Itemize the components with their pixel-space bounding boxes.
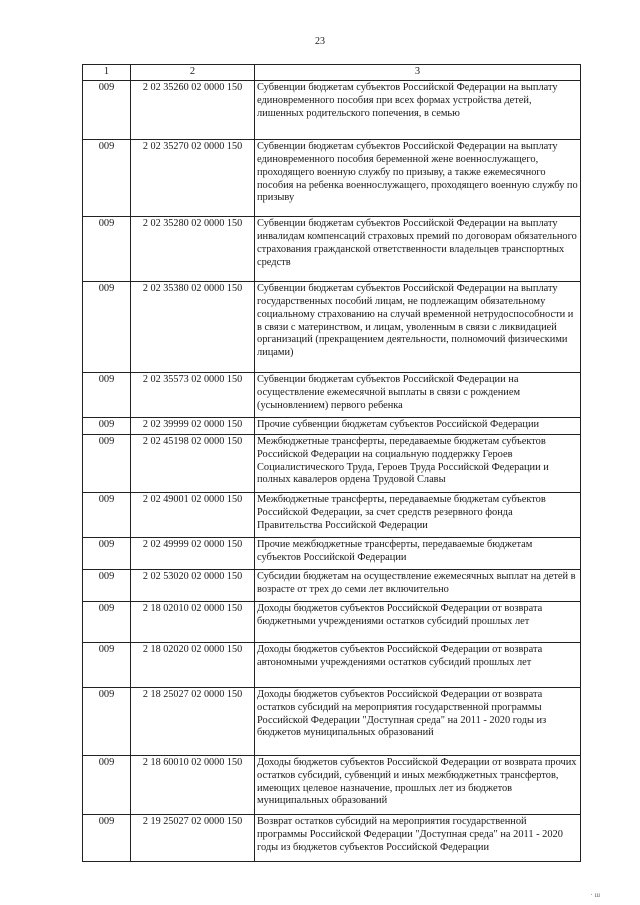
header-col-1: 1 [83, 65, 131, 81]
description-cell: Прочие субвенции бюджетам субъектов Российской Федерации [255, 417, 581, 434]
table-row [83, 434, 581, 492]
admin-code-cell: 009 [83, 642, 131, 687]
table-row [83, 601, 581, 642]
admin-code-cell: 009 [83, 755, 131, 814]
description-cell: Доходы бюджетов субъектов Российской Федерации от возврата остатков субсидий на мероприятия государственной программы Российской Федерации "Доступная среда" на 2011 - 2020 годы из бюджетов муниципальных образований [255, 687, 581, 755]
description-cell: Субвенции бюджетам субъектов Российской Федерации на выплату единовременного пособия беременной жене военнослужащего, проходящего военную службу по призыву, а также ежемесячного пособия на ребенка военнослужащего, проходящего военную службу по призыву [255, 139, 581, 216]
description-cell: Межбюджетные трансферты, передаваемые бюджетам субъектов Российской Федерации, за счет средств резервного фонда Правительства Российской Федерации [255, 492, 581, 537]
admin-code-cell: 009 [83, 80, 131, 139]
admin-code-cell: 009 [83, 569, 131, 601]
page-number: 23 [315, 36, 325, 47]
table-row [83, 281, 581, 372]
description-cell: Возврат остатков субсидий на мероприятия государственной программы Российской Федерации "Доступная среда" на 2011 - 2020 годы из бюджетов субъектов Российской Федерации [255, 814, 581, 861]
budget-code-cell: 2 18 25027 02 0000 150 [131, 687, 255, 755]
table-row [83, 569, 581, 601]
description-cell: Субвенции бюджетам субъектов Российской Федерации на выплату инвалидам компенсаций страховых премий по договорам обязательного страхования гражданской ответственности владельцев транспортных средств [255, 216, 581, 281]
description-cell: Субвенции бюджетам субъектов Российской Федерации на выплату единовременного пособия при всех формах устройства детей, лишенных родительского попечения, в семью [255, 80, 581, 139]
table-row [83, 492, 581, 537]
table-row [83, 755, 581, 814]
table-row [83, 537, 581, 569]
budget-code-cell: 2 02 49001 02 0000 150 [131, 492, 255, 537]
budget-code-cell: 2 02 35573 02 0000 150 [131, 372, 255, 417]
admin-code-cell: 009 [83, 601, 131, 642]
table-row [83, 216, 581, 281]
description-cell: Прочие межбюджетные трансферты, передаваемые бюджетам субъектов Российской Федерации [255, 537, 581, 569]
admin-code-cell: 009 [83, 492, 131, 537]
table-header-row [83, 65, 581, 81]
header-col-3: 3 [255, 65, 581, 81]
budget-code-cell: 2 19 25027 02 0000 150 [131, 814, 255, 861]
admin-code-cell: 009 [83, 687, 131, 755]
admin-code-cell: 009 [83, 216, 131, 281]
budget-code-cell: 2 02 49999 02 0000 150 [131, 537, 255, 569]
budget-code-cell: 2 02 53020 02 0000 150 [131, 569, 255, 601]
description-cell: Доходы бюджетов субъектов Российской Федерации от возврата автономными учреждениями остатков субсидий прошлых лет [255, 642, 581, 687]
table-row [83, 687, 581, 755]
table-row [83, 642, 581, 687]
budget-code-cell: 2 02 35380 02 0000 150 [131, 281, 255, 372]
admin-code-cell: 009 [83, 434, 131, 492]
description-cell: Субвенции бюджетам субъектов Российской Федерации на выплату государственных пособий лицам, не подлежащим обязательному социальному страхованию на случай временной нетрудоспособности и в связи с материнством, и лицам, уволенным в связи с ликвидацией организаций (прекращением деятельности, полномочий физическими лицами) [255, 281, 581, 372]
revenue-codes-table [82, 64, 581, 862]
admin-code-cell: 009 [83, 281, 131, 372]
header-col-2: 2 [131, 65, 255, 81]
description-cell: Субсидии бюджетам на осуществление ежемесячных выплат на детей в возрасте от трех до семи лет включительно [255, 569, 581, 601]
admin-code-cell: 009 [83, 139, 131, 216]
description-cell: Межбюджетные трансферты, передаваемые бюджетам субъектов Российской Федерации на социальную поддержку Героев Социалистического Труда, Героев Труда Российской Федерации и полных кавалеров ордена Трудовой Славы [255, 434, 581, 492]
budget-code-cell: 2 18 02010 02 0000 150 [131, 601, 255, 642]
admin-code-cell: 009 [83, 372, 131, 417]
budget-code-cell: 2 18 60010 02 0000 150 [131, 755, 255, 814]
description-cell: Доходы бюджетов субъектов Российской Федерации от возврата прочих остатков субсидий, субвенций и иных межбюджетных трансфертов, имеющих целевое назначение, прошлых лет из бюджетов муниципальных образований [255, 755, 581, 814]
admin-code-cell: 009 [83, 417, 131, 434]
budget-code-cell: 2 02 35260 02 0000 150 [131, 80, 255, 139]
budget-code-cell: 2 02 45198 02 0000 150 [131, 434, 255, 492]
admin-code-cell: 009 [83, 537, 131, 569]
budget-code-cell: 2 02 35270 02 0000 150 [131, 139, 255, 216]
table-row [83, 80, 581, 139]
corner-mark: · ш [590, 891, 600, 899]
budget-code-cell: 2 02 35280 02 0000 150 [131, 216, 255, 281]
table-row [83, 139, 581, 216]
description-cell: Доходы бюджетов субъектов Российской Федерации от возврата бюджетными учреждениями остатков субсидий прошлых лет [255, 601, 581, 642]
budget-code-cell: 2 02 39999 02 0000 150 [131, 417, 255, 434]
description-cell: Субвенции бюджетам субъектов Российской Федерации на осуществление ежемесячной выплаты в связи с рождением (усыновлением) первого ребенка [255, 372, 581, 417]
table-row [83, 417, 581, 434]
table-row [83, 372, 581, 417]
budget-code-cell: 2 18 02020 02 0000 150 [131, 642, 255, 687]
table-row [83, 814, 581, 861]
admin-code-cell: 009 [83, 814, 131, 861]
